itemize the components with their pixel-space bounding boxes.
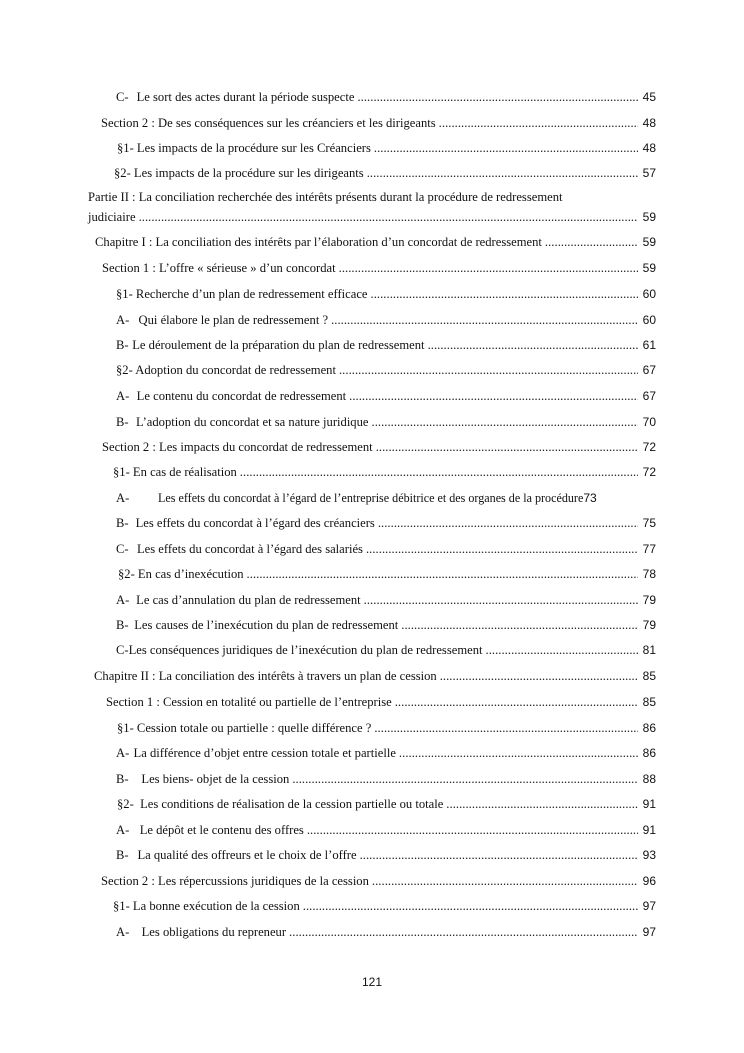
dot-leader (439, 113, 638, 133)
toc-title: Partie II : La conciliation recherchée des intérêts présents durant la procédure de redressement (88, 190, 563, 204)
toc-prefix: B- (116, 848, 129, 862)
dot-leader (367, 163, 638, 183)
toc-entry[interactable] (0, 488, 744, 508)
dot-leader (307, 820, 638, 840)
dot-leader (440, 666, 638, 686)
toc-title: Le sort des actes durant la période suspecte (136, 90, 355, 104)
toc-page-number: 97 (642, 899, 656, 913)
dot-leader (240, 462, 638, 482)
toc-entry[interactable] (0, 718, 744, 738)
toc-page-number: 67 (642, 363, 656, 377)
toc-prefix: A- (116, 389, 130, 403)
toc-title: Les effets du concordat à l’égard de l’entreprise débitrice et des organes de la procédure (158, 491, 584, 505)
toc-title: Section 2 : Les répercussions juridiques de la cession (101, 874, 369, 888)
toc-title: §1- Recherche d’un plan de redressement efficace (116, 287, 368, 301)
toc-title: Le cas d’annulation du plan de redressement (136, 593, 361, 607)
toc-page-number: 59 (642, 235, 656, 249)
toc-title: §2- En cas d’inexécution (118, 567, 244, 581)
dot-leader (374, 718, 638, 738)
toc-page-number: 91 (642, 823, 656, 837)
toc-page-number: 77 (642, 542, 656, 556)
dot-leader (401, 615, 638, 635)
toc-entry[interactable] (0, 284, 744, 304)
toc-entry[interactable] (0, 386, 744, 406)
page-number-footer: 121 (361, 975, 383, 989)
toc-title: Le déroulement de la préparation du plan de redressement (132, 338, 425, 352)
toc-entry[interactable] (0, 769, 744, 789)
toc-page-number: 79 (642, 618, 656, 632)
toc-entry[interactable] (0, 564, 744, 584)
toc-title: Les biens- objet de la cession (141, 772, 290, 786)
toc-entry[interactable] (0, 310, 744, 330)
dot-leader (372, 412, 639, 432)
toc-title: Section 1 : Cession en totalité ou partielle de l’entreprise (106, 695, 392, 709)
toc-entry[interactable] (0, 922, 744, 942)
toc-title: L’adoption du concordat et sa nature juridique (136, 415, 369, 429)
toc-entry[interactable] (0, 462, 744, 482)
toc-page-number: 78 (642, 567, 656, 581)
dot-leader (428, 335, 638, 355)
toc-page-number: 72 (642, 465, 656, 479)
toc-page-number: 48 (642, 141, 656, 155)
toc-entry[interactable] (0, 820, 744, 840)
dot-leader (376, 437, 638, 457)
toc-entry[interactable] (0, 87, 744, 107)
toc-entry[interactable] (0, 794, 744, 814)
toc-title-continuation: judiciaire (88, 210, 136, 224)
toc-title: Chapitre II : La conciliation des intérêts à travers un plan de cession (94, 669, 437, 683)
toc-prefix: A- (116, 491, 130, 505)
toc-title: Les effets du concordat à l’égard des créanciers (135, 516, 375, 530)
dot-leader (374, 138, 638, 158)
toc-entry[interactable] (0, 513, 744, 533)
toc-page-number: 45 (642, 90, 656, 104)
dot-leader (292, 769, 638, 789)
toc-title: Section 2 : De ses conséquences sur les créanciers et les dirigeants (101, 116, 436, 130)
toc-entry[interactable] (0, 360, 744, 380)
toc-page-number: 96 (642, 874, 656, 888)
toc-page-number: 60 (642, 313, 656, 327)
toc-page-number: 59 (642, 261, 656, 275)
toc-title: §1- La bonne exécution de la cession (113, 899, 300, 913)
toc-prefix: B- (116, 415, 129, 429)
toc-prefix: B- (116, 618, 129, 632)
toc-entry[interactable] (0, 845, 744, 865)
toc-page-number: 61 (642, 338, 656, 352)
toc-entry[interactable] (0, 163, 744, 183)
dot-leader (360, 845, 638, 865)
toc-page-number: 70 (642, 415, 656, 429)
toc-prefix: A- (116, 746, 130, 760)
toc-page-number: 67 (642, 389, 656, 403)
toc-title: §2- Les conditions de réalisation de la cession partielle ou totale (117, 797, 444, 811)
toc-prefix: C- (116, 542, 129, 556)
dot-leader (545, 232, 638, 252)
dot-leader (139, 207, 638, 227)
toc-entry[interactable] (0, 743, 744, 763)
toc-title: Section 1 : L’offre « sérieuse » d’un concordat (102, 261, 336, 275)
dot-leader (357, 87, 638, 107)
toc-title: La différence d’objet entre cession totale et partielle (133, 746, 396, 760)
toc-title: §1- Cession totale ou partielle : quelle différence ? (117, 721, 372, 735)
toc-title: Les conséquences juridiques de l’inexécution du plan de redressement (128, 643, 483, 657)
dot-leader (446, 794, 638, 814)
toc-title: §2- Les impacts de la procédure sur les dirigeants (114, 166, 364, 180)
toc-prefix: A- (116, 925, 130, 939)
toc-page-number: 91 (642, 797, 656, 811)
dot-leader (303, 896, 638, 916)
toc-title: Les effets du concordat à l’égard des salariés (136, 542, 363, 556)
toc-entry[interactable] (0, 640, 744, 660)
toc-prefix: A- (116, 313, 130, 327)
toc-title: Les causes de l’inexécution du plan de redressement (134, 618, 399, 632)
toc-prefix: B- (116, 772, 129, 786)
toc-page-number: 57 (642, 166, 656, 180)
dot-leader (331, 310, 638, 330)
dot-leader (399, 743, 638, 763)
toc-entry[interactable] (0, 871, 744, 891)
toc-entry[interactable] (0, 615, 744, 635)
toc-page-number: 85 (642, 695, 656, 709)
toc-page-number: 86 (642, 746, 656, 760)
toc-entry[interactable] (0, 692, 744, 712)
dot-leader (339, 258, 638, 278)
toc-title: Le dépôt et le contenu des offres (139, 823, 304, 837)
dot-leader (289, 922, 638, 942)
toc-entry[interactable] (0, 138, 744, 158)
toc-prefix: B- (116, 338, 129, 352)
toc-entry[interactable] (0, 412, 744, 432)
toc-title: Chapitre I : La conciliation des intérêts par l’élaboration d’un concordat de redressement (95, 235, 542, 249)
toc-page-number: 81 (642, 643, 656, 657)
dot-leader (364, 590, 638, 610)
toc-title: La qualité des offreurs et le choix de l’offre (137, 848, 357, 862)
toc-entry[interactable] (0, 896, 744, 916)
toc-prefix: C- (116, 643, 129, 657)
toc-title: Qui élabore le plan de redressement ? (138, 313, 329, 327)
toc-entry[interactable] (0, 258, 744, 278)
dot-leader (378, 513, 638, 533)
toc-entry[interactable] (0, 539, 744, 559)
toc-title: Les obligations du repreneur (141, 925, 287, 939)
toc-page-number: 85 (642, 669, 656, 683)
toc-page-number: 72 (642, 440, 656, 454)
toc-entry[interactable] (0, 437, 744, 457)
toc-title: §1- En cas de réalisation (113, 465, 237, 479)
toc-page-number: 48 (642, 116, 656, 130)
toc-page-number: 60 (642, 287, 656, 301)
toc-page-number: 73 (583, 491, 597, 505)
dot-leader (339, 360, 638, 380)
toc-entry[interactable] (0, 335, 744, 355)
toc-entry[interactable] (0, 232, 744, 252)
toc-title: §1- Les impacts de la procédure sur les Créanciers (117, 141, 371, 155)
dot-leader (486, 640, 639, 660)
dot-leader (247, 564, 638, 584)
dot-leader (349, 386, 638, 406)
toc-entry[interactable] (0, 590, 744, 610)
toc-page-number: 93 (642, 848, 656, 862)
toc-prefix: C- (116, 90, 129, 104)
toc-entry[interactable] (0, 666, 744, 686)
toc-page-number: 97 (642, 925, 656, 939)
toc-title: Le contenu du concordat de redressement (136, 389, 347, 403)
dot-leader (371, 284, 638, 304)
dot-leader (366, 539, 638, 559)
toc-page-number: 79 (642, 593, 656, 607)
toc-prefix: B- (116, 516, 129, 530)
toc-title: Section 2 : Les impacts du concordat de redressement (102, 440, 373, 454)
dot-leader (372, 871, 638, 891)
toc-page-number: 59 (642, 210, 656, 224)
dot-leader (395, 692, 638, 712)
toc-entry[interactable] (0, 187, 744, 229)
toc-title: §2- Adoption du concordat de redressement (116, 363, 336, 377)
toc-page-number: 75 (642, 516, 656, 530)
toc-entry[interactable] (0, 113, 744, 133)
toc-prefix: A- (116, 593, 130, 607)
toc-page-number: 88 (642, 772, 656, 786)
toc-page-number: 86 (642, 721, 656, 735)
toc-prefix: A- (116, 823, 130, 837)
